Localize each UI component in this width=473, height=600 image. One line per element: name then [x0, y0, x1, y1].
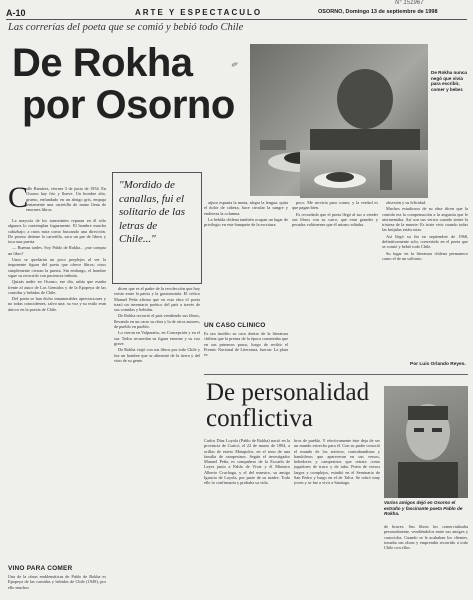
- food-photo-image: [300, 150, 428, 198]
- pull-quote: "Mordido de canallas, fui el solitario de las letras de Chile...": [119, 179, 186, 245]
- column-2-paragraph: dicen que es el padre de la recolección que hoy existe entre la patria y la gastronomía. El crítico Manuel Peña afirma que en esta obra el poeta trazó un inventario poético del país a través de sus comidas y bebidas.: [114, 286, 200, 313]
- column-3-paragraph: aijuro espanta la mona, alegra la lengua, quita el dolor de cabeza, hace circular la sangre y endereza la columna.: [204, 200, 288, 216]
- column-5-paragraph: obsesión y su felicidad.: [386, 200, 427, 205]
- subhead-vino-text: Una de la obras emblemáticas de Pablo de Rokha es Epopeya de las comidas y bebidas de Chile (1949), por ello muchos: [8, 574, 106, 590]
- column-4-paragraph: poco. Me serviría para comer, y la verdad es que pagan bien.: [292, 200, 378, 211]
- article-column-2: [114, 286, 200, 598]
- section-title: ARTE Y ESPECTACULO: [135, 8, 263, 17]
- column-4-paragraph: Es recordado que el poeta llegó al sur a vender sus libros con su carro, que eran grandes y pesados volúmenes que él mismo editaba.: [292, 211, 378, 228]
- column-2-paragraph: De Rokha viajó con sus libros por todo Chile y fue un hombre que se alimentó de la tierra y del vino de su gente.: [114, 347, 200, 363]
- article-column-1: [8, 218, 106, 563]
- article2-column-2: bros de pueblo. Y efectivamente éste deja de ser un mundo estrecho para él. Con su padre conoció el mundo de los arrieros, contrabandistas y bandoleros que apareceran en sus versos, bebedores y campesinos que retrata como jugadores de truco y de taba. Poeta de versos largos y complejos, estudió en el Seminario de San Pedro y luego en el de Talca. Se retiró muy joven y se fue a vivir a Santiago.: [294, 438, 380, 486]
- column-3-paragraph: La bebida chilena también ocupan un lugar de privilegio en este banquete de la escritura.: [204, 216, 288, 228]
- subhead-vino: VINO PARA COMER: [8, 565, 73, 572]
- food-photo: [300, 150, 428, 198]
- handwritten-annotation: ✎: [229, 59, 241, 70]
- article-column-4: [292, 200, 378, 372]
- column-1-paragraph: — Buenas tardes. Soy Pablo de Rokha... ¿me compra un libro?: [8, 245, 106, 256]
- article-title-line2: por Osorno: [22, 83, 235, 127]
- article2-title: [206, 380, 369, 432]
- article-lead: alle Ramírez, viernes 5 de junio de 1954. En Osorno hay frío y llueve. Un hombre alto, grueso, enfundado en un abrigo gris, empuja lentamente una carretilla de mano llena de enormes libros.: [26, 186, 106, 213]
- header-rule: [6, 19, 467, 20]
- edition-date: OSORNO, Domingo 13 de septiembre de 1998: [318, 9, 438, 15]
- article-title: [12, 42, 242, 126]
- article2-column-1: Carlos Díaz Loyola (Pablo de Rokha) nació en la provincia de Curicó, el 22 de marzo de 1894, a orillas de estero Matapolos, en el seno de una familia de campesinos. Según el investigador Manuel Peña, es compañero de la Escuela de Leyes junto a Pablo de Vivar y él Ministro Alberto Cruchaga, y el del maestro, su amigo Ignacio de Loyola, por parte de su madre. Todo ello lo confirmaría y probaba su vida.: [204, 438, 290, 486]
- article2-title-line1: De personalidad: [206, 379, 370, 406]
- pull-quote-box: [112, 172, 202, 284]
- column-5-paragraph: Muchos estudiosos de su obra dicen que la comida era la compensación a la angustia que le atormentaba. Así son sus versos cuando siente la tristeza de la muerte: Es triste vivir cuando todas las brújulas están rotas.: [382, 206, 468, 233]
- column-5-paragraph: Así llegó su fin en septiembre de 1968, definitivamente solo, convertido en el poeta que se comió y bebió todo Chile.: [382, 233, 468, 250]
- article-column-5: [382, 200, 468, 356]
- article2-column-4: de bruces. Sus libros los comercializaba personalmente, vendiéndolos entre sus amigos y conocidos. Cuando se le acababan los clientes, tomaba sus obras y emprendía recorrido a todo Chile con ellos.: [384, 524, 468, 551]
- article2-rule: [204, 374, 468, 375]
- subhead-caso-clinico-text: Es tan insólito su caso dentro de la literatura chilena que la prensa de la época comentaba que en sus primeros pasos, luego de recibir el Premio Nacional de Literatura, fueron: La plata es: [204, 331, 288, 358]
- column-5-paragraph: Su lugar en la literatura chilena permanece como el de un solitario.: [382, 250, 468, 261]
- subhead-caso-clinico: UN CASO CLINICO: [204, 322, 266, 329]
- column-1-paragraph: La mayoría de los transeúntes reparan en él sólo algunos lo contemplan fugazmente. El hombre marcha cabizbajo; a ratos mira como buscando una dirección. De pronto detiene la carretilla, saca un par de libros y toca una puerta.: [8, 218, 106, 245]
- article2-title-line2: conflictiva: [206, 405, 313, 432]
- article-title-line1: De Rokha: [12, 41, 193, 85]
- column-2-paragraph: De Rokha recorrió el país vendiendo sus libros, llevando en un carro su obra y la de otros autores, de pueblo en pueblo.: [114, 313, 200, 330]
- column-2-paragraph: Lo vieron en Valparaíso, en Concepción y en el sur. Todos recuerdan su figura enorme y su voz grave.: [114, 330, 200, 346]
- portrait-photo: [384, 386, 468, 498]
- portrait-photo-image: [384, 386, 468, 498]
- drop-cap: C: [8, 181, 29, 214]
- article-kicker: Las correrías del poeta que se comió y bebió todo Chile: [8, 22, 244, 33]
- poet-photo-caption: De Rokha nunca negó que vivía para escribir, comer y beber.: [431, 70, 467, 92]
- portrait-caption: Varios amigos dejó en Osorno el extraño y fascinante poeta Pablo de Rokha.: [384, 500, 463, 517]
- byline: Por Luis Orlando Reyes.: [410, 362, 466, 367]
- column-1-paragraph: Del poeta se han dicho innumerables apreciaciones y no todas coincidentes, salvo una: su voz y su estilo eran únicos en la poesía de Chile.: [8, 296, 106, 312]
- page-number: A-10: [6, 8, 26, 18]
- column-1-paragraph: Quizás nadie en Osorno, ese día, sabía que estaba frente al autor de Los Gemidos y de la Epopeya de las comidas y bebidas de Chile.: [8, 279, 106, 295]
- column-1-paragraph: Unos se quedarán un poco perplejos al ver la imponente figura del poeta que ofrece libros; otros simplemente cierran la puerta. Sin embargo, el hombre sigue su recorrido con paciencia infinita.: [8, 257, 106, 278]
- article-column-3: [204, 200, 288, 320]
- archive-number: N° 151967: [395, 0, 424, 6]
